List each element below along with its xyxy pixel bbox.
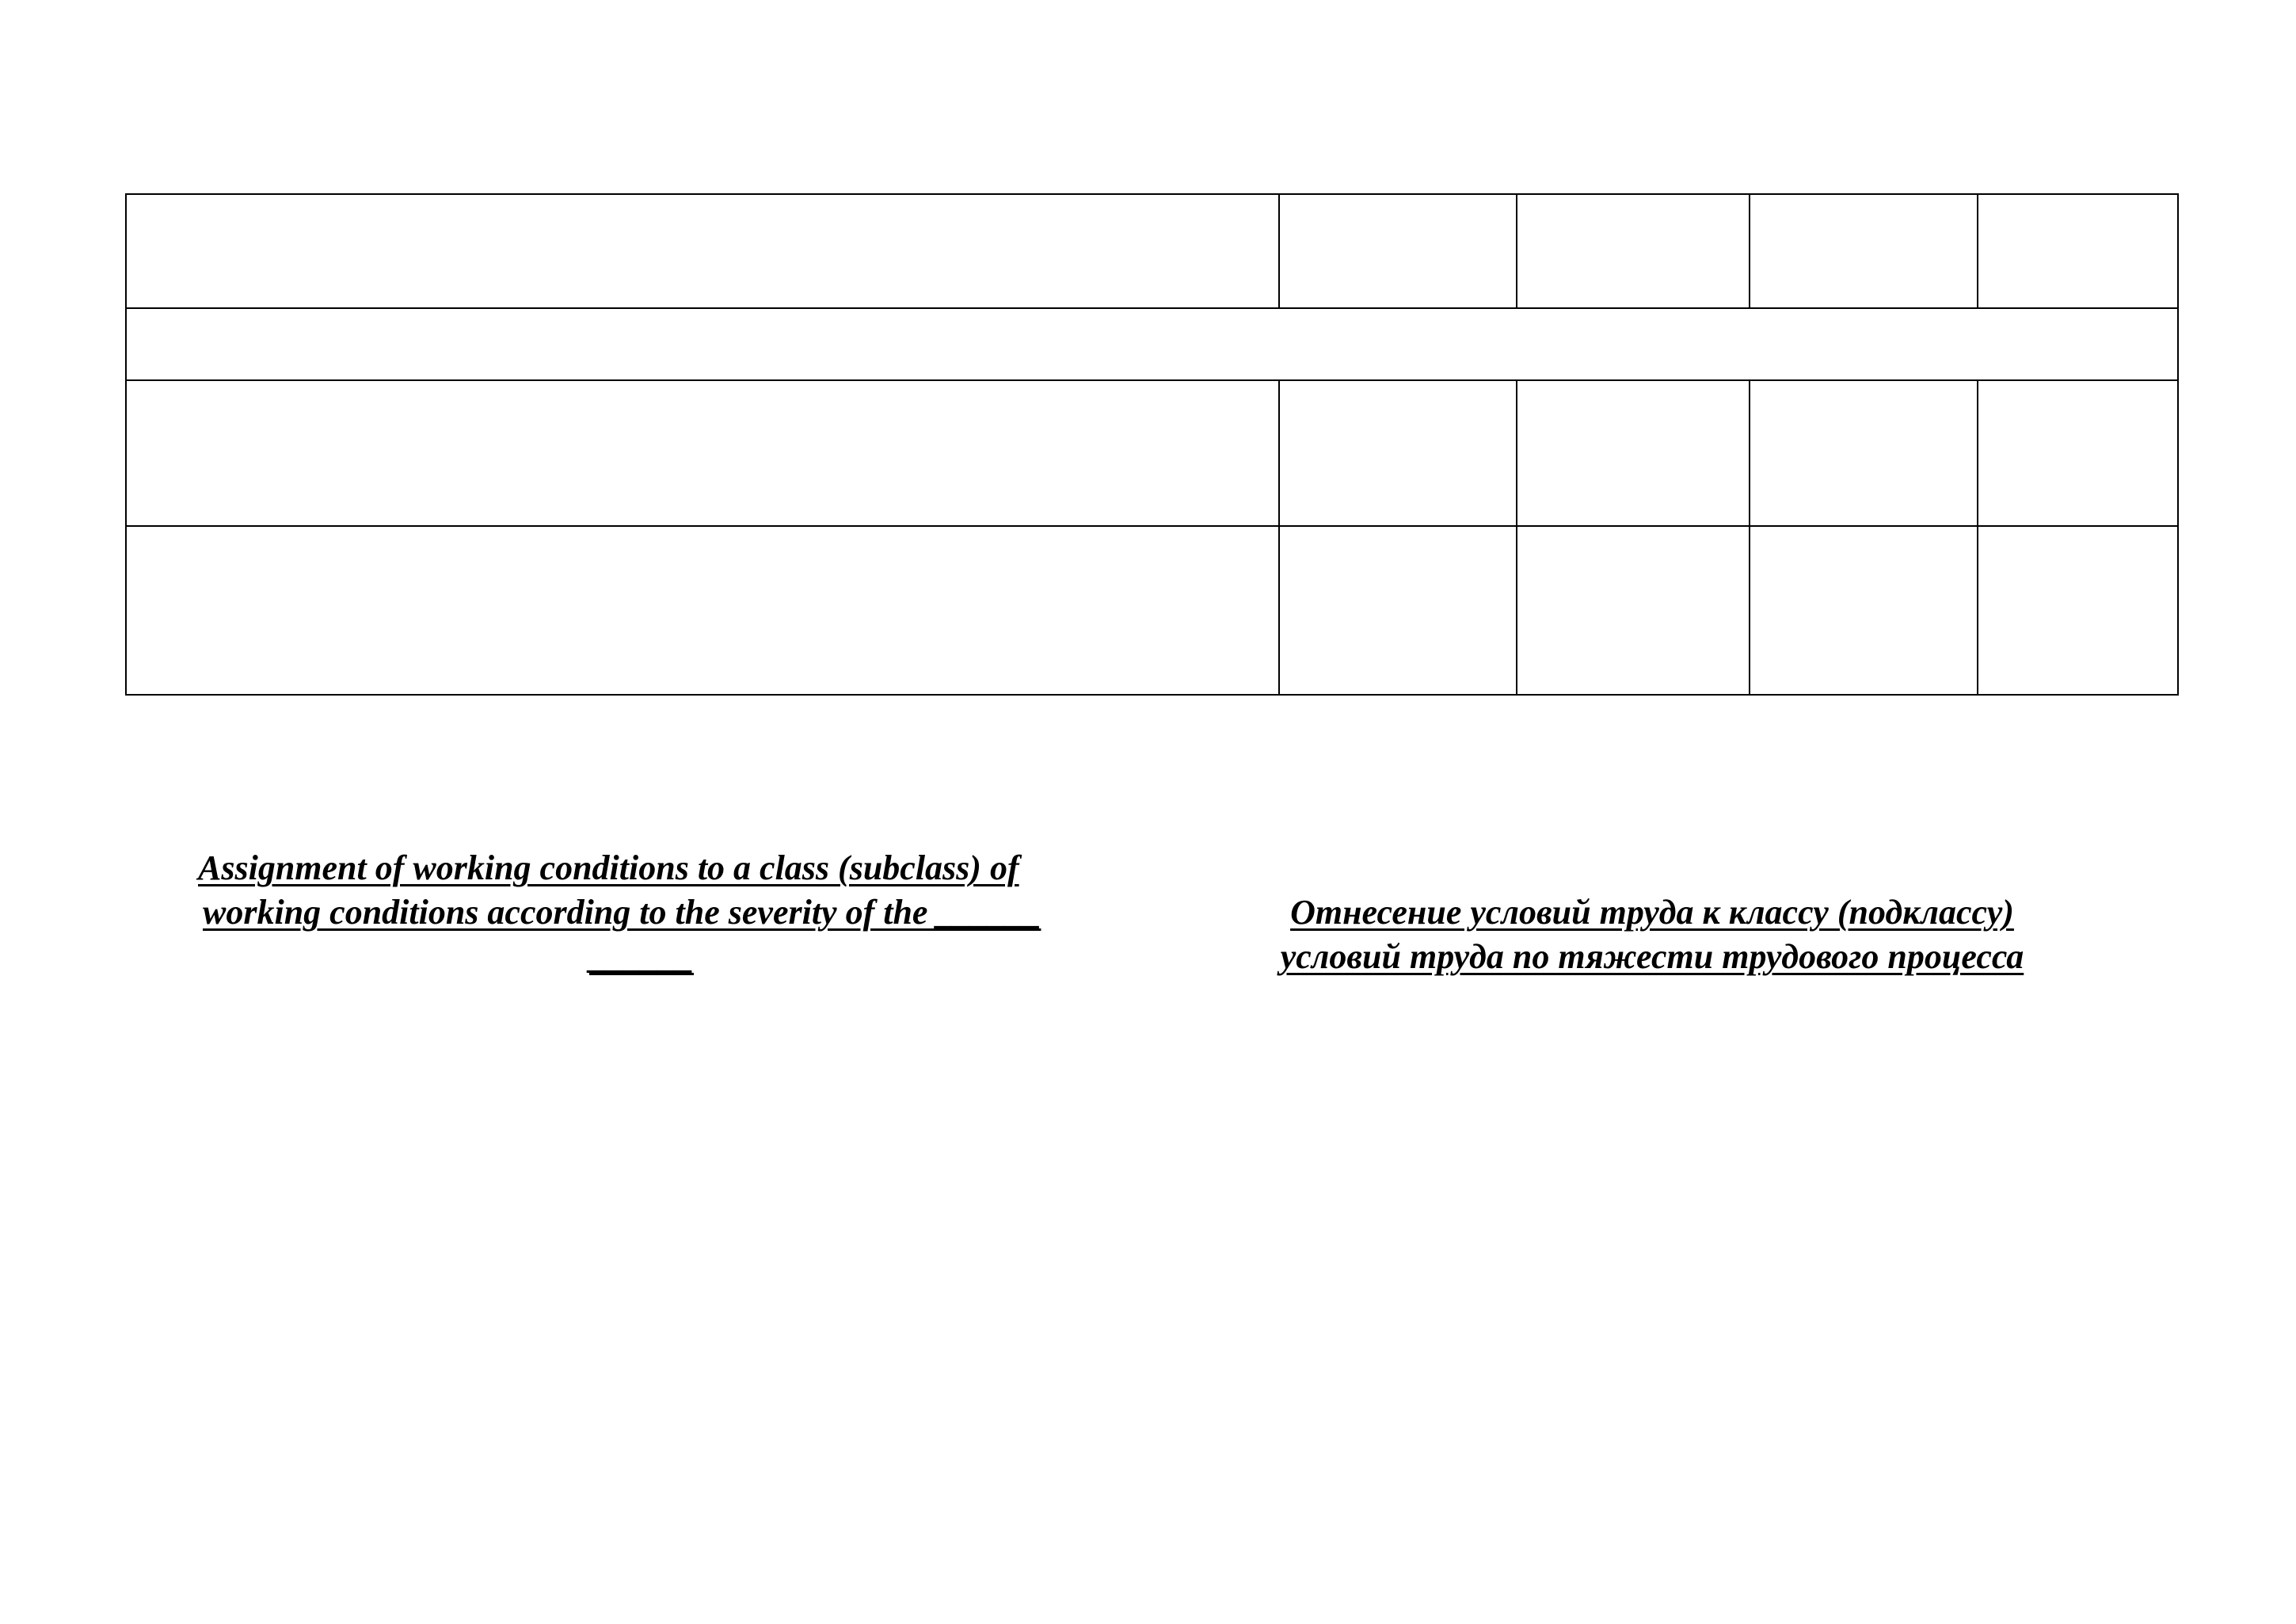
table-row (126, 526, 2178, 695)
caption-english-line: ______ (589, 937, 694, 976)
table-row (126, 380, 2178, 526)
table-cell (1517, 194, 1750, 308)
caption-english-line: Assignment of working conditions to a class (subclass) of (198, 848, 1019, 887)
table-cell (1279, 526, 1517, 695)
table-cell (1517, 380, 1750, 526)
assessment-table (125, 193, 2179, 696)
table-cell (126, 380, 1279, 526)
table-cell (1978, 194, 2178, 308)
table-cell (1978, 380, 2178, 526)
caption-russian (1232, 890, 2072, 979)
table-cell (126, 526, 1279, 695)
caption-russian-line: условий труда по тяжести трудового процесса (1280, 937, 2024, 976)
table-cell (1978, 526, 2178, 695)
caption-russian-line: Отнесение условий труда к классу (подклассу) (1290, 893, 2014, 932)
table-cell (1750, 526, 1978, 695)
caption-english-line: working conditions according to the severity of the ______ (203, 893, 1041, 932)
table-cell (1750, 380, 1978, 526)
table-cell (1279, 380, 1517, 526)
table-cell (1750, 194, 1978, 308)
table-cell (126, 194, 1279, 308)
table-row (126, 194, 2178, 308)
table-cell (1279, 194, 1517, 308)
caption-english (198, 846, 1109, 979)
table-row (126, 308, 2178, 380)
table-cell-merged (126, 308, 2178, 380)
table-cell (1517, 526, 1750, 695)
